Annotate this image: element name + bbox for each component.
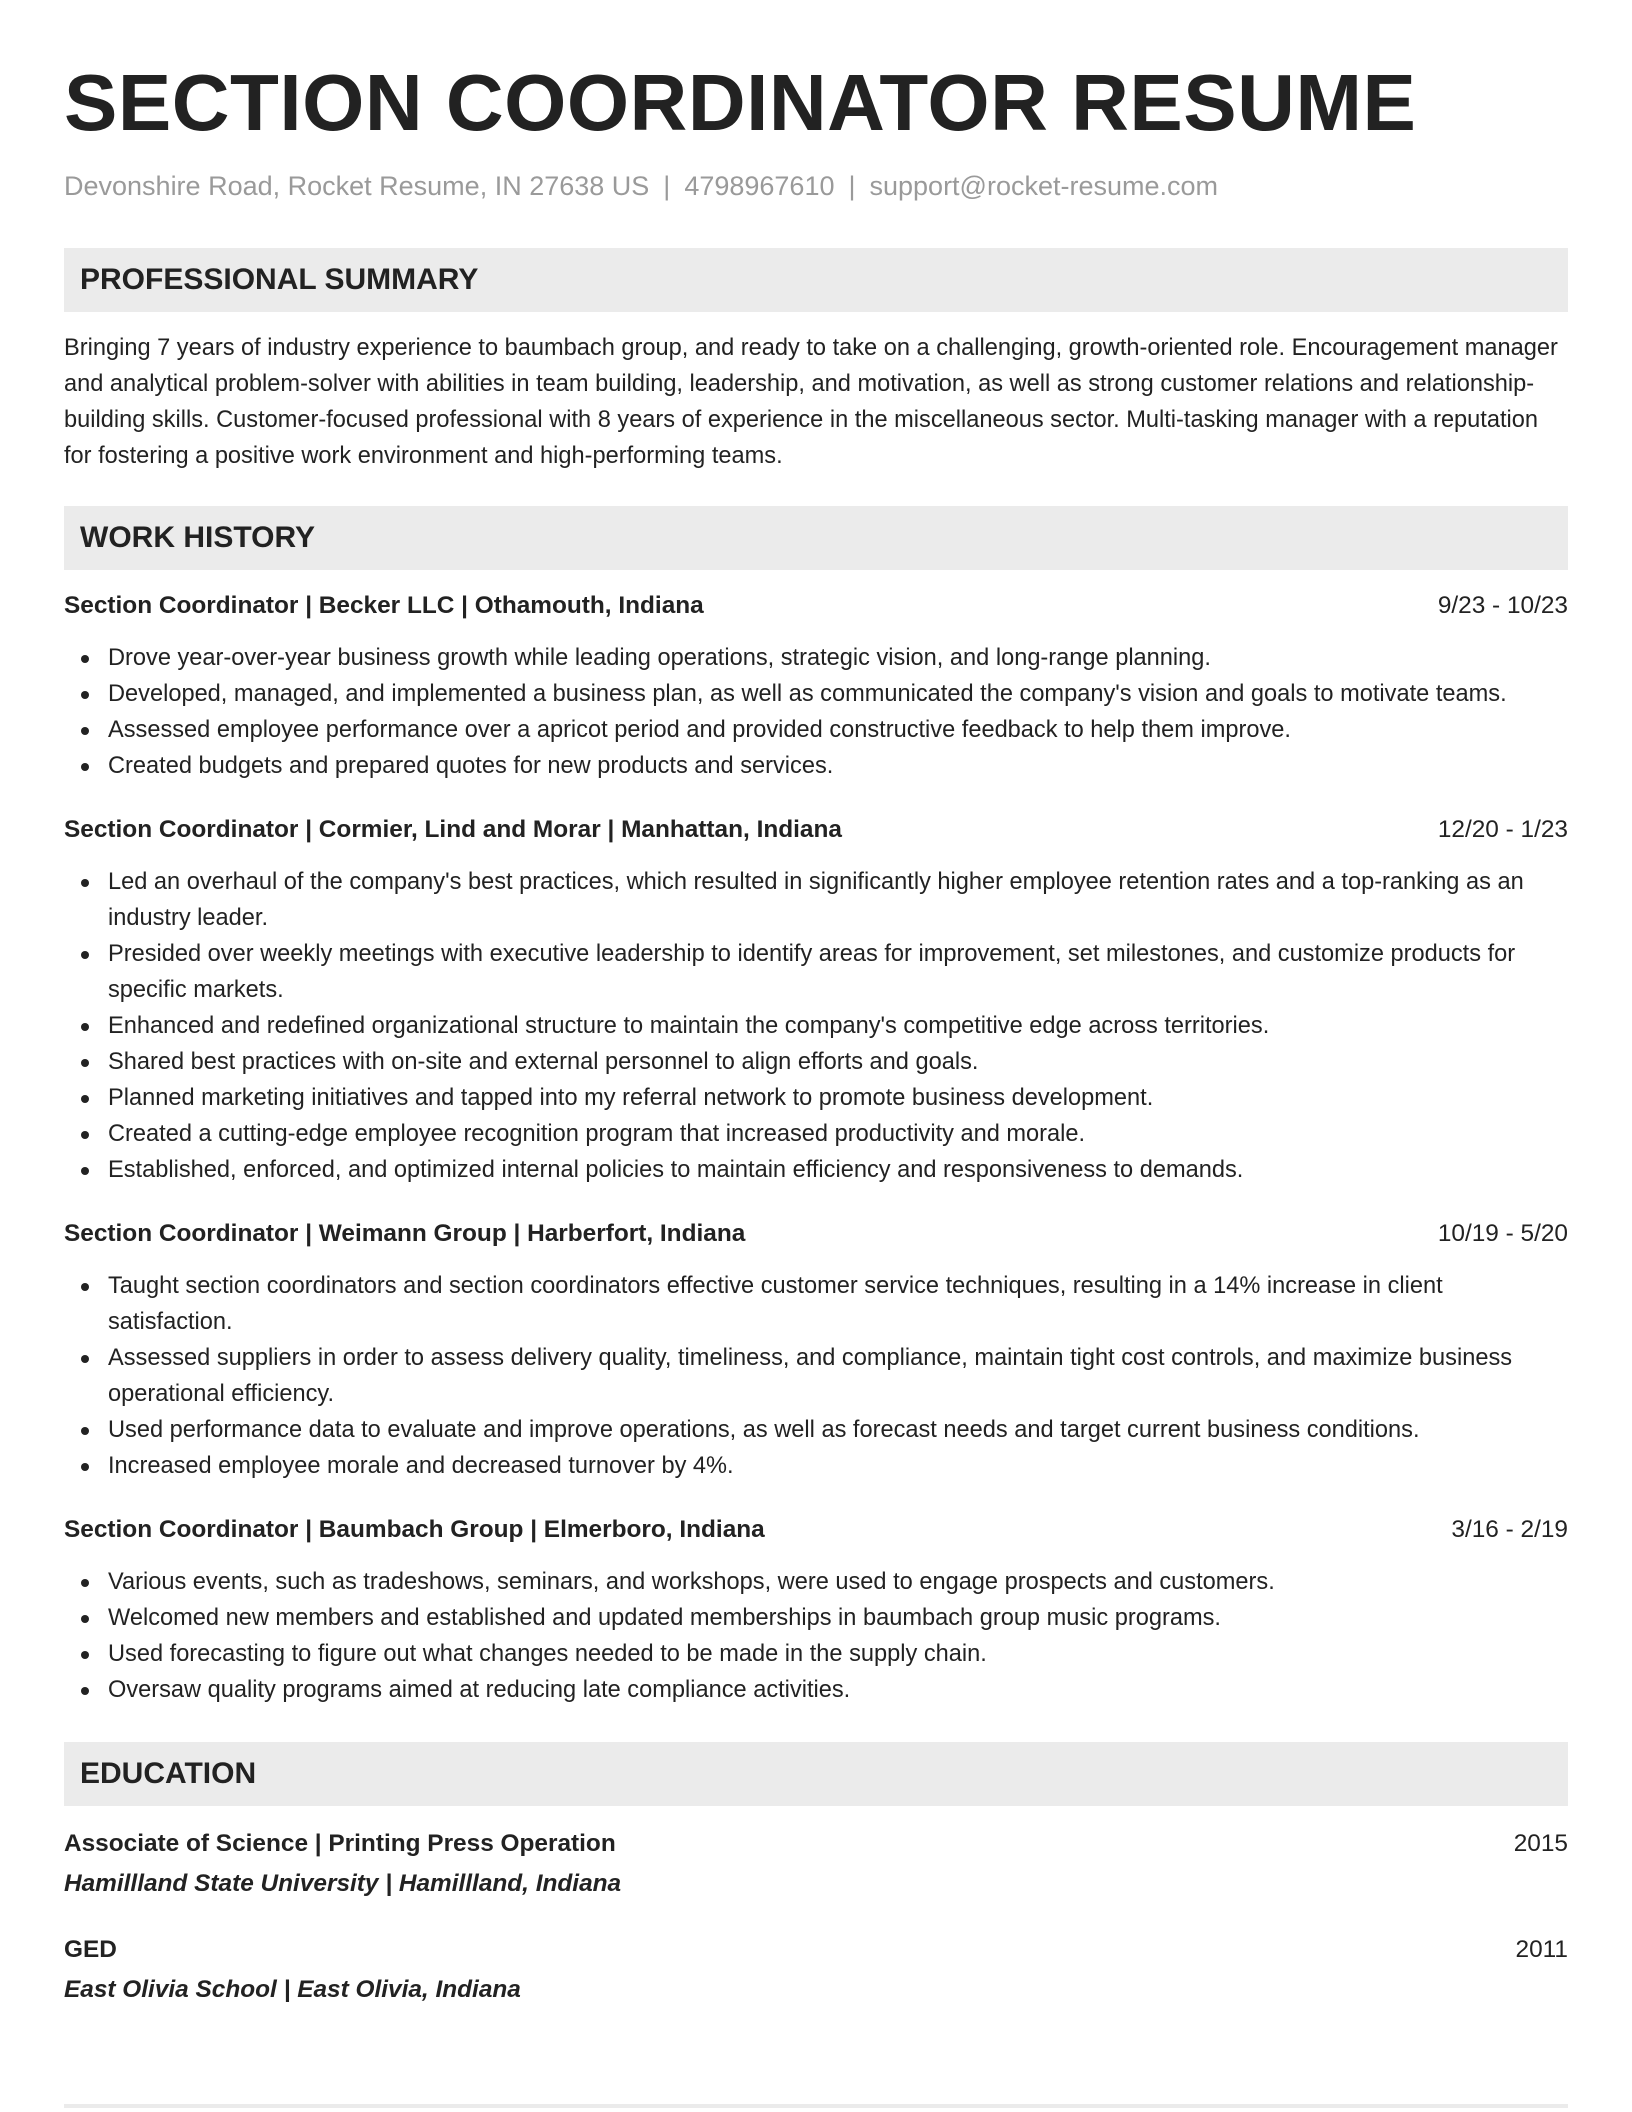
bullet-text: Drove year-over-year business growth while leading operations, strategic vision, and long-range planning.	[108, 645, 1211, 671]
job-entry	[64, 1216, 1568, 1484]
job-bullet	[64, 1152, 1568, 1188]
job-bullet	[64, 1448, 1568, 1484]
bullet-text: Assessed suppliers in order to assess delivery quality, timeliness, and compliance, maintain tight cost controls, and maximize business operational efficiency.	[108, 1345, 1513, 1407]
bullet-icon	[81, 1651, 89, 1659]
job-bullet	[64, 936, 1568, 1008]
job-dates: 10/19 - 5/20	[1437, 1220, 1568, 1247]
contact-line	[64, 170, 1568, 202]
job-bullet	[64, 1564, 1568, 1600]
professional-summary-section	[64, 248, 1568, 474]
bullet-icon	[81, 1131, 89, 1139]
summary-text: Bringing 7 years of industry experience to baumbach group, and ready to take on a challenging, growth-oriented role. Encouragement manager and analytical problem-solver with abilities in team building, leadership, and motivation, as well as strong customer relations and relationship-building skills. Customer-focused professional with 8 years of experience in the miscellaneous sector. Multi-tasking manager with a reputation for fostering a positive work environment and high-performing teams.	[64, 335, 1558, 469]
job-title: Section Coordinator | Becker LLC | Othamouth, Indiana	[64, 592, 704, 619]
work-history-section	[64, 506, 1568, 1708]
bullet-icon	[81, 727, 89, 735]
contact-address: Devonshire Road, Rocket Resume, IN 27638 US	[64, 171, 650, 201]
job-bullet	[64, 1116, 1568, 1152]
bullet-icon	[81, 1427, 89, 1435]
job-bullets	[64, 864, 1568, 1188]
education-section	[64, 1742, 1568, 2008]
section-heading-education: EDUCATION	[64, 1742, 1568, 1806]
bullet-icon	[81, 1579, 89, 1587]
bullet-icon	[81, 1463, 89, 1471]
contact-phone: 4798967610	[684, 171, 835, 201]
bullet-icon	[81, 655, 89, 663]
job-header	[64, 588, 1568, 624]
job-dates: 9/23 - 10/23	[1437, 592, 1568, 619]
resume-title: SECTION COORDINATOR RESUME	[64, 58, 1417, 147]
bullet-icon	[81, 763, 89, 771]
job-header	[64, 1512, 1568, 1548]
bullet-text: Presided over weekly meetings with executive leadership to identify areas for improvement, set milestones, and customize products for specific markets.	[108, 941, 1516, 1003]
bullet-icon	[81, 1283, 89, 1291]
degree-title: Associate of Science | Printing Press Operation	[64, 1830, 616, 1857]
job-bullet	[64, 676, 1568, 712]
bullet-icon	[81, 1023, 89, 1031]
job-title: Section Coordinator | Cormier, Lind and Morar | Manhattan, Indiana	[64, 816, 842, 843]
job-bullet	[64, 640, 1568, 676]
bullet-text: Established, enforced, and optimized internal policies to maintain efficiency and responsiveness to demands.	[108, 1157, 1244, 1183]
graduation-year: 2015	[1513, 1830, 1568, 1857]
graduation-year: 2011	[1515, 1936, 1568, 1963]
job-bullets	[64, 640, 1568, 784]
bullet-icon	[81, 1615, 89, 1623]
job-bullet	[64, 1672, 1568, 1708]
job-bullet	[64, 1636, 1568, 1672]
bullet-text: Used forecasting to figure out what changes needed to be made in the supply chain.	[108, 1641, 987, 1667]
resume-page	[64, 0, 1568, 2008]
job-bullet	[64, 1268, 1568, 1340]
school-name: Hamillland State University | Hamillland, Indiana	[64, 1870, 622, 1897]
job-title: Section Coordinator | Baumbach Group | Elmerboro, Indiana	[64, 1516, 765, 1543]
bullet-text: Welcomed new members and established and updated memberships in baumbach group music programs.	[108, 1605, 1221, 1631]
job-bullets	[64, 1268, 1568, 1484]
job-bullet	[64, 1008, 1568, 1044]
education-header	[64, 1932, 1568, 1968]
bullet-text: Various events, such as tradeshows, seminars, and workshops, were used to engage prospects and customers.	[108, 1569, 1275, 1595]
bullet-icon	[81, 1355, 89, 1363]
job-header	[64, 812, 1568, 848]
job-bullet	[64, 1340, 1568, 1412]
bullet-text: Led an overhaul of the company's best practices, which resulted in significantly higher employee retention rates and a top-ranking as an industry leader.	[108, 869, 1524, 931]
job-bullet	[64, 748, 1568, 784]
education-entry	[64, 1826, 1568, 1902]
job-bullet	[64, 864, 1568, 936]
job-dates: 12/20 - 1/23	[1437, 816, 1568, 843]
job-bullet	[64, 1044, 1568, 1080]
bullet-icon	[81, 691, 89, 699]
bullet-text: Used performance data to evaluate and improve operations, as well as forecast needs and target current business conditions.	[108, 1417, 1420, 1443]
bullet-text: Planned marketing initiatives and tapped into my referral network to promote business development.	[108, 1085, 1154, 1111]
job-bullet	[64, 1412, 1568, 1448]
job-header	[64, 1216, 1568, 1252]
bullet-icon	[81, 1167, 89, 1175]
job-bullets	[64, 1564, 1568, 1708]
job-entry	[64, 812, 1568, 1188]
bullet-icon	[81, 1095, 89, 1103]
section-heading-summary: PROFESSIONAL SUMMARY	[64, 248, 1568, 312]
bullet-text: Created budgets and prepared quotes for new products and services.	[108, 753, 834, 779]
contact-separator: |	[848, 171, 856, 201]
bullet-text: Created a cutting-edge employee recognition program that increased productivity and morale.	[108, 1121, 1086, 1147]
bullet-text: Assessed employee performance over a apricot period and provided constructive feedback to help them improve.	[108, 717, 1291, 743]
bullet-text: Enhanced and redefined organizational structure to maintain the company's competitive edge across territories.	[108, 1013, 1270, 1039]
bottom-divider	[64, 2104, 1568, 2108]
contact-email: support@rocket-resume.com	[869, 171, 1219, 201]
job-bullet	[64, 1600, 1568, 1636]
bullet-text: Taught section coordinators and section coordinators effective customer service techniques, resulting in a 14% increase in client satisfaction.	[108, 1273, 1443, 1335]
bullet-text: Increased employee morale and decreased turnover by 4%.	[108, 1453, 734, 1479]
school-name: East Olivia School | East Olivia, Indiana	[64, 1976, 521, 2003]
education-header	[64, 1826, 1568, 1862]
bullet-icon	[81, 1687, 89, 1695]
job-bullet	[64, 712, 1568, 748]
job-title: Section Coordinator | Weimann Group | Harberfort, Indiana	[64, 1220, 746, 1247]
education-entry	[64, 1932, 1568, 2008]
bullet-text: Developed, managed, and implemented a business plan, as well as communicated the company's vision and goals to motivate teams.	[108, 681, 1507, 707]
bullet-icon	[81, 879, 89, 887]
job-bullet	[64, 1080, 1568, 1116]
bullet-icon	[81, 951, 89, 959]
contact-separator: |	[663, 171, 671, 201]
section-heading-work: WORK HISTORY	[64, 506, 1568, 570]
degree-title: GED	[64, 1936, 117, 1963]
job-entry	[64, 588, 1568, 784]
bullet-icon	[81, 1059, 89, 1067]
bullet-text: Shared best practices with on-site and external personnel to align efforts and goals.	[108, 1049, 979, 1075]
job-entry	[64, 1512, 1568, 1708]
job-dates: 3/16 - 2/19	[1451, 1516, 1568, 1543]
bullet-text: Oversaw quality programs aimed at reducing late compliance activities.	[108, 1677, 851, 1703]
